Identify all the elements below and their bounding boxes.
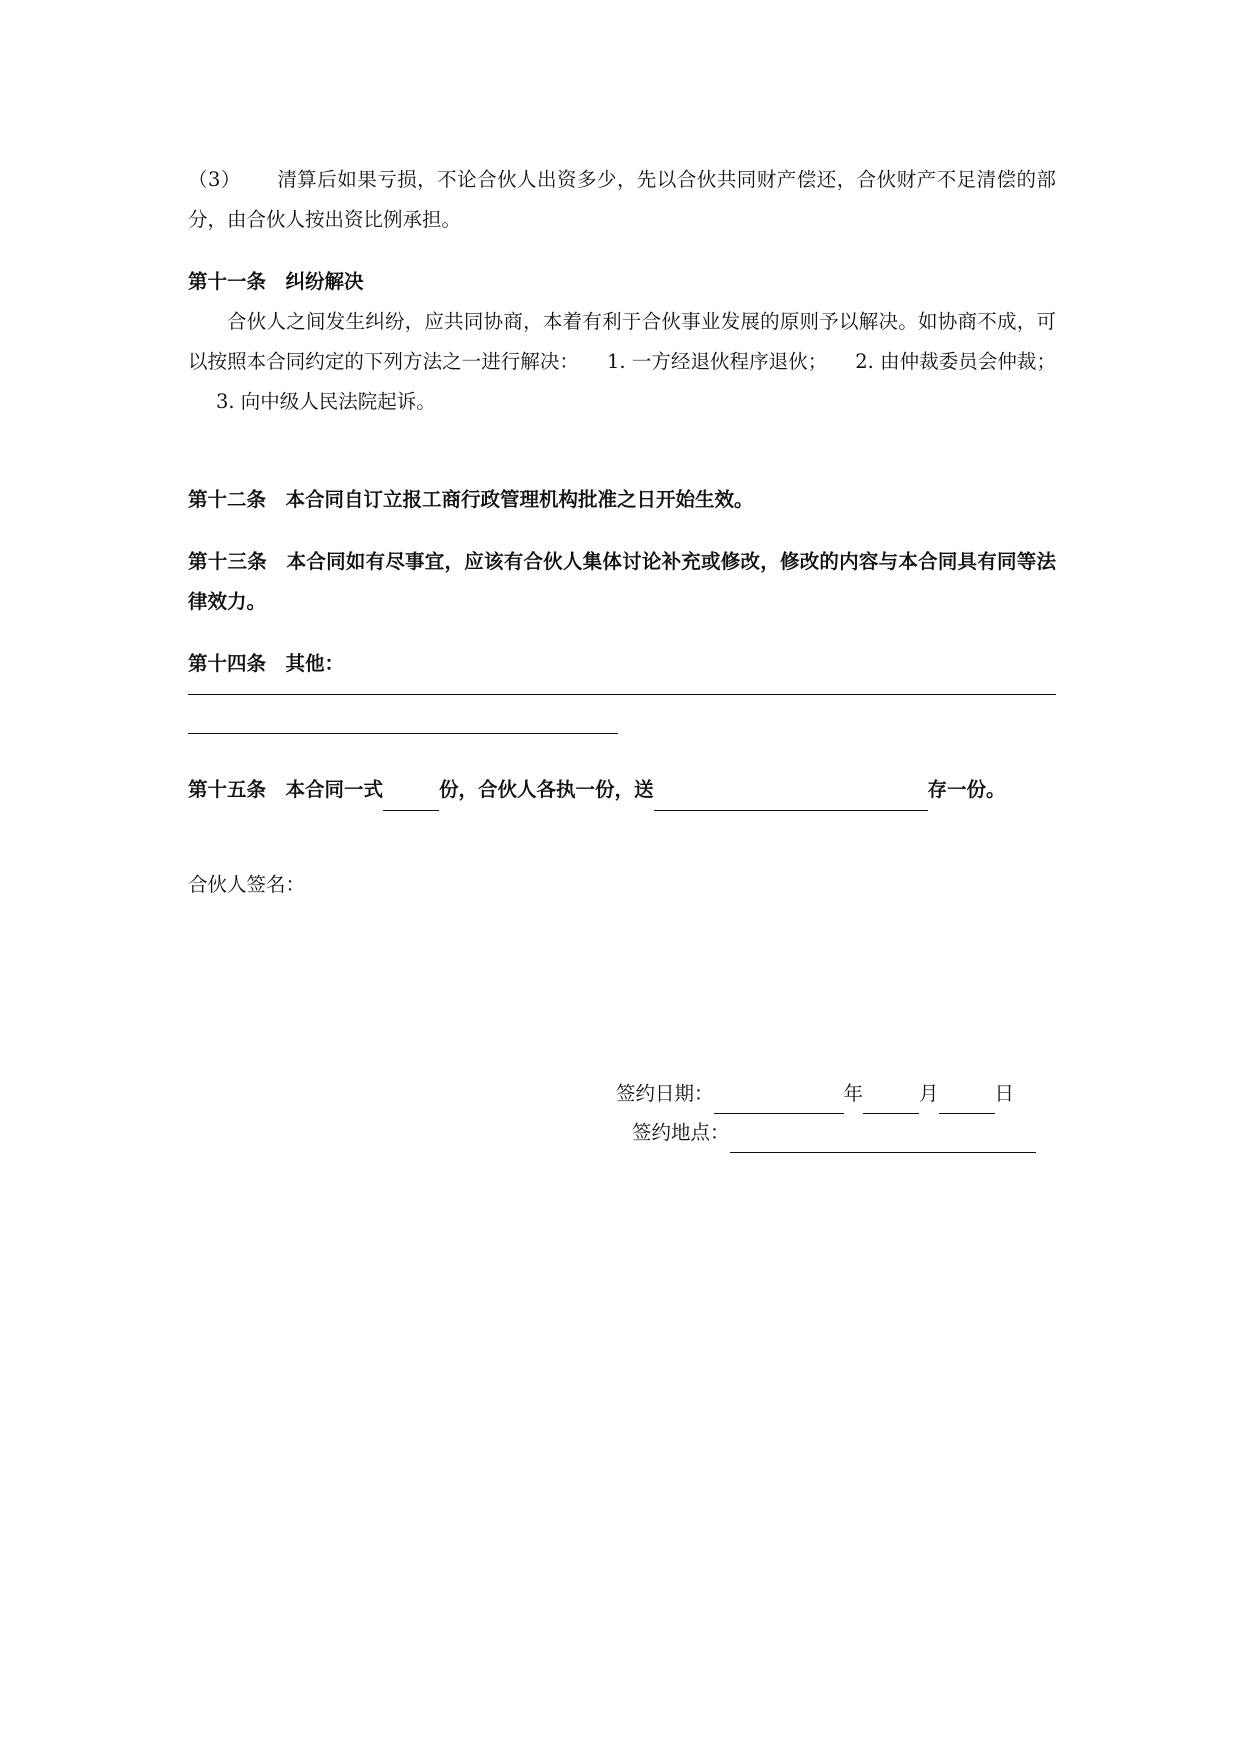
day-label: 日 [994, 1082, 1015, 1105]
item-text: 清算后如果亏损，不论合伙人出资多少，先以合伙共同财产偿还，合伙财产不足清偿的部分，由合伙人按出资比例承担。 [188, 168, 1056, 231]
item-number: （3） [188, 168, 241, 191]
month-blank [863, 1075, 919, 1114]
clause-10-item-3 [188, 160, 1056, 240]
clause-15-part-2: 份，合伙人各执一份，送 [439, 778, 654, 801]
partner-signature-label: 合伙人签名： [188, 873, 306, 896]
month-label: 月 [919, 1082, 939, 1105]
clause-15-part-1: 第十五条 本合同一式 [188, 778, 384, 801]
clause-11-method-2: 2. 由仲裁委员会仲裁； [855, 350, 1056, 373]
signing-place-label: 签约地点： [632, 1121, 730, 1144]
document-page [188, 160, 1056, 905]
clause-13: 第十三条 本合同如有尽事宜，应该有合伙人集体讨论补充或修改，修改的内容与本合同具有同等法律效力。 [188, 550, 1056, 613]
recipient-blank [654, 770, 928, 811]
clause-11-intro: 合伙人之间发生纠纷，应共同协商，本着有利于合伙事业发展的原则予以解决。如协商不成，可以按照本合同约定的下列方法之一进行解决： [188, 310, 1056, 373]
copies-blank [383, 770, 439, 811]
clause-11-method-3: 3. 向中级人民法院起诉。 [216, 390, 436, 413]
clause-11-body [188, 302, 1056, 422]
signing-date-row [616, 1075, 1036, 1114]
clause-12: 第十二条 本合同自订立报工商行政管理机构批准之日开始生效。 [188, 488, 754, 511]
place-blank [730, 1114, 1036, 1153]
clause-11-heading: 第十一条 纠纷解决 [188, 270, 364, 293]
day-blank [939, 1075, 995, 1114]
clause-11-method-1: 1. 一方经退伙程序退伙； [606, 350, 828, 373]
signing-info [616, 1075, 1036, 1153]
signing-date-label: 签约日期： [616, 1082, 714, 1105]
signing-place-row [616, 1114, 1036, 1153]
year-label: 年 [843, 1082, 864, 1105]
clause-15 [188, 770, 1056, 811]
clause-15-part-3: 存一份。 [927, 778, 1006, 801]
year-blank [714, 1075, 844, 1114]
clause-14: 第十四条 其他： [188, 652, 345, 675]
